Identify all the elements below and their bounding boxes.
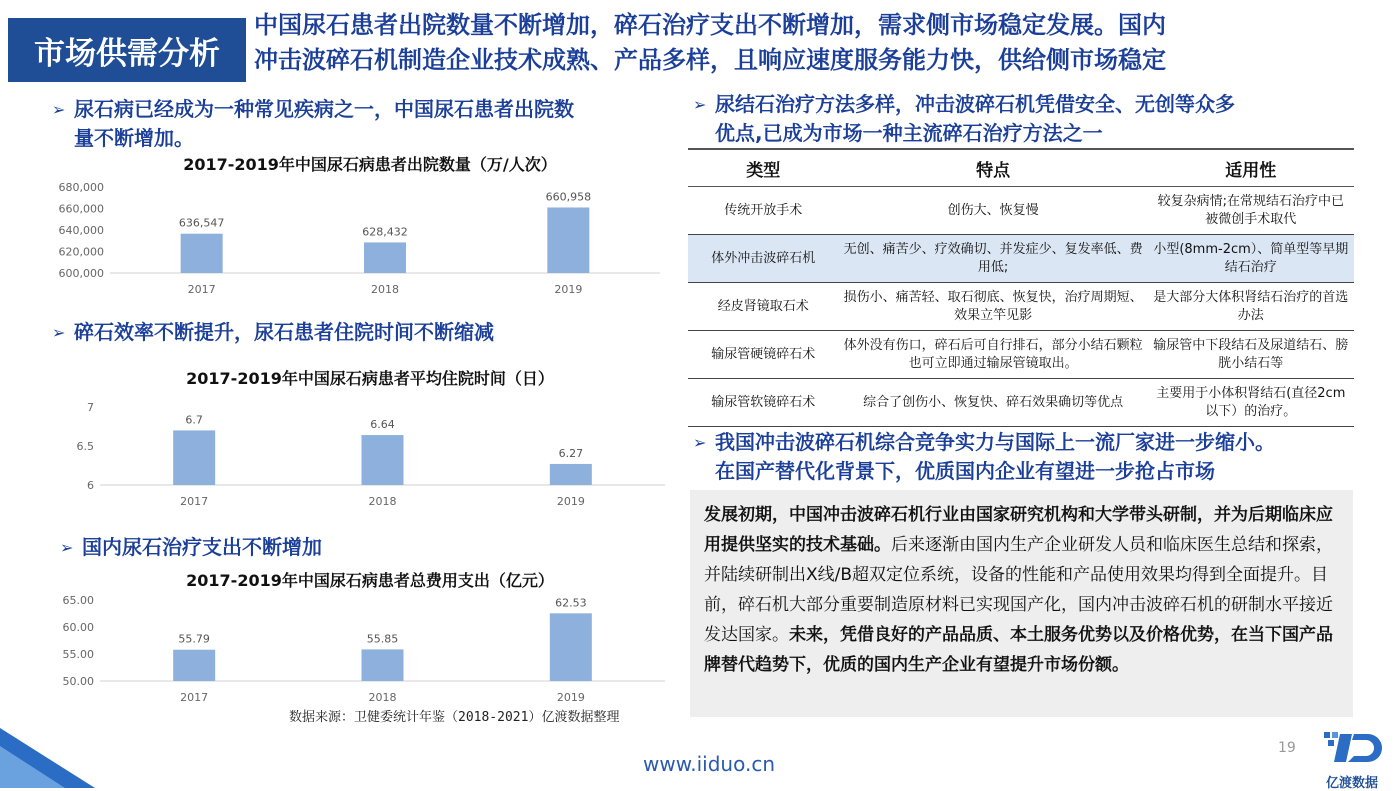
bullet-competition-line1: 我国冲击波碎石机综合竞争实力与国际上一流厂家进一步缩小。: [715, 430, 1275, 454]
data-label: 62.53: [555, 596, 587, 610]
bullet-discharge: [52, 95, 692, 153]
table-cell: 较复杂病情;在常规结石治疗中已被微创手术取代: [1148, 187, 1354, 235]
website-url: www.iiduo.cn: [643, 752, 775, 776]
y-tick-label: 65.00: [62, 594, 94, 607]
x-tick-label: 2019: [554, 283, 583, 296]
corner-decoration: [0, 728, 95, 788]
headline-line-2: 冲击波碎石机制造企业技术成熟、产品多样，且响应速度服务能力快，供给侧市场稳定: [254, 46, 1166, 74]
table-row: [688, 331, 1354, 379]
data-label: 6.64: [370, 418, 395, 432]
bullet-cost: [60, 533, 700, 562]
headline-line-1: 中国尿石患者出院数量不断增加，碎石治疗支出不断增加，需求侧市场稳定发展。国内: [254, 11, 1166, 39]
dev-bold-outlook: 未来，凭借良好的产品品质、本土服务优势以及价格优势，在当下国产品牌替代趋势下，优质的国内生产企业有望提升市场份额。: [704, 625, 1333, 675]
table-cell: 损伤小、痛苦轻、取石彻底、恢复快，治疗周期短、效果立竿见影: [839, 283, 1148, 331]
chart-cost: [50, 590, 670, 705]
data-label: 628,432: [362, 225, 408, 239]
data-label: 55.85: [366, 632, 399, 646]
dev-bold-intro: 发展初期，中国冲击波碎石机行业由国家研究机构和大学带头研制，并为后期临床应用提供坚实的技术基础。: [704, 505, 1333, 555]
table-header-feature: 特点: [839, 149, 1148, 187]
y-tick-label: 660,000: [58, 202, 104, 216]
x-tick-label: 2017: [180, 691, 209, 704]
table-cell: 体外冲击波碎石机: [688, 235, 839, 283]
brand-logo: [1312, 728, 1392, 791]
bullet-competition-line2: 在国产替代化背景下，优质国内企业有望进一步抢占市场: [715, 459, 1215, 483]
data-label: 6.27: [558, 446, 584, 460]
table-header-row: [688, 149, 1354, 187]
data-label: 660,958: [545, 190, 592, 204]
data-label: 55.79: [178, 632, 210, 646]
y-tick-label: 6: [87, 479, 94, 492]
bullet-competition: [693, 428, 1383, 486]
headline: [254, 8, 1394, 78]
bar: [547, 207, 589, 273]
bar: [550, 613, 592, 681]
x-tick-label: 2018: [368, 691, 397, 704]
bullet-methods: [693, 90, 1373, 148]
x-tick-label: 2017: [187, 283, 216, 296]
table-cell: 输尿管硬镜碎石术: [688, 331, 839, 379]
table-row: [688, 283, 1354, 331]
table-header-usage: 适用性: [1148, 149, 1354, 187]
chart-stay: [50, 395, 670, 510]
dev-body: 后来逐渐由国内生产企业研发人员和临床医生总结和探索，并陆续研制出X线/B超双定位系统，设备的性能和产品使用效果均得到全面提升。目前，碎石机大部分重要制造原材料已实现国产化，国内冲击波碎石机的研制水平接近发达国家。: [704, 535, 1333, 645]
table-cell: 输尿管中下段结石及尿道结石、膀胱小结石等: [1148, 331, 1354, 379]
y-tick-label: 7: [87, 401, 94, 414]
arrow-icon: ➢: [52, 323, 66, 342]
y-tick-label: 640,000: [58, 224, 104, 237]
table-cell: 是大部分大体积肾结石治疗的首选办法: [1148, 283, 1354, 331]
x-tick-label: 2018: [371, 283, 399, 296]
bullet-methods-line2: 优点,已成为市场一种主流碎石治疗方法之一: [715, 121, 1103, 145]
table-cell: 体外没有伤口，碎石后可自行排石，部分小结石颗粒也可立即通过输尿管镜取出。: [839, 331, 1148, 379]
y-tick-label: 620,000: [58, 245, 104, 259]
bullet-discharge-line2: 量不断增加。: [74, 126, 194, 150]
data-source: 数据来源：卫健委统计年鉴（2018-2021）亿渡数据整理: [289, 710, 620, 725]
x-tick-label: 2019: [556, 495, 585, 508]
arrow-icon: ➢: [693, 95, 707, 114]
table-cell: 输尿管软镜碎石术: [688, 379, 839, 427]
table-cell: 经皮肾镜取石术: [688, 283, 839, 331]
data-label: 6.7: [185, 413, 203, 427]
x-tick-label: 2017: [180, 495, 209, 508]
table-row: [688, 235, 1354, 283]
y-tick-label: 55.00: [62, 648, 94, 661]
y-tick-label: 600,000: [58, 267, 104, 280]
table-cell: 综合了创伤小、恢复快、碎石效果确切等优点: [839, 379, 1148, 427]
chart-discharge: [50, 175, 670, 300]
y-tick-label: 6.5: [76, 440, 94, 453]
treatment-table: [688, 148, 1354, 427]
bullet-discharge-line1: 尿石病已经成为一种常见疾病之一，中国尿石患者出院数: [74, 97, 574, 121]
bar: [364, 242, 406, 273]
chart2-title: 2017-2019年中国尿石病患者平均住院时间（日）: [186, 369, 554, 388]
bar: [173, 650, 215, 681]
table-row: [688, 187, 1354, 235]
table-header-type: 类型: [688, 149, 839, 187]
bar: [181, 234, 223, 273]
bullet-stay-text: 碎石效率不断提升，尿石患者住院时间不断缩减: [74, 320, 494, 344]
chart3-title: 2017-2019年中国尿石病患者总费用支出（亿元）: [186, 571, 554, 590]
bar: [362, 649, 404, 681]
development-paragraph: [690, 490, 1353, 717]
data-label: 636,547: [178, 216, 225, 230]
page-number: 19: [1278, 740, 1296, 756]
table-cell: 传统开放手术: [688, 187, 839, 235]
bar: [173, 430, 215, 485]
table-cell: 创伤大、恢复慢: [839, 187, 1148, 235]
arrow-icon: ➢: [693, 433, 707, 452]
bullet-stay: [52, 318, 692, 347]
bar: [550, 464, 592, 485]
x-tick-label: 2019: [556, 691, 585, 704]
table-cell: 主要用于小体积肾结石(直径2cm以下）的治疗。: [1148, 379, 1354, 427]
chart1-title: 2017-2019年中国尿石病患者出院数量（万/人次）: [183, 155, 557, 174]
bar: [362, 435, 404, 485]
arrow-icon: ➢: [52, 100, 66, 119]
bullet-methods-line1: 尿结石治疗方法多样，冲击波碎石机凭借安全、无创等众多: [715, 92, 1235, 116]
table-cell: 小型(8mm-2cm）、简单型等早期结石治疗: [1148, 235, 1354, 283]
logo-text: 亿渡数据: [1325, 776, 1378, 791]
arrow-icon: ➢: [60, 538, 74, 557]
y-tick-label: 680,000: [58, 181, 104, 194]
table-cell: 无创、痛苦少、疗效确切、并发症少、复发率低、费用低;: [839, 235, 1148, 283]
logo-mark-icon: [1312, 728, 1392, 768]
x-tick-label: 2018: [368, 495, 397, 508]
page-title: 市场供需分析: [8, 18, 246, 82]
y-tick-label: 50.00: [62, 675, 94, 688]
y-tick-label: 60.00: [62, 621, 94, 634]
bullet-cost-text: 国内尿石治疗支出不断增加: [82, 535, 322, 559]
table-row: [688, 379, 1354, 427]
